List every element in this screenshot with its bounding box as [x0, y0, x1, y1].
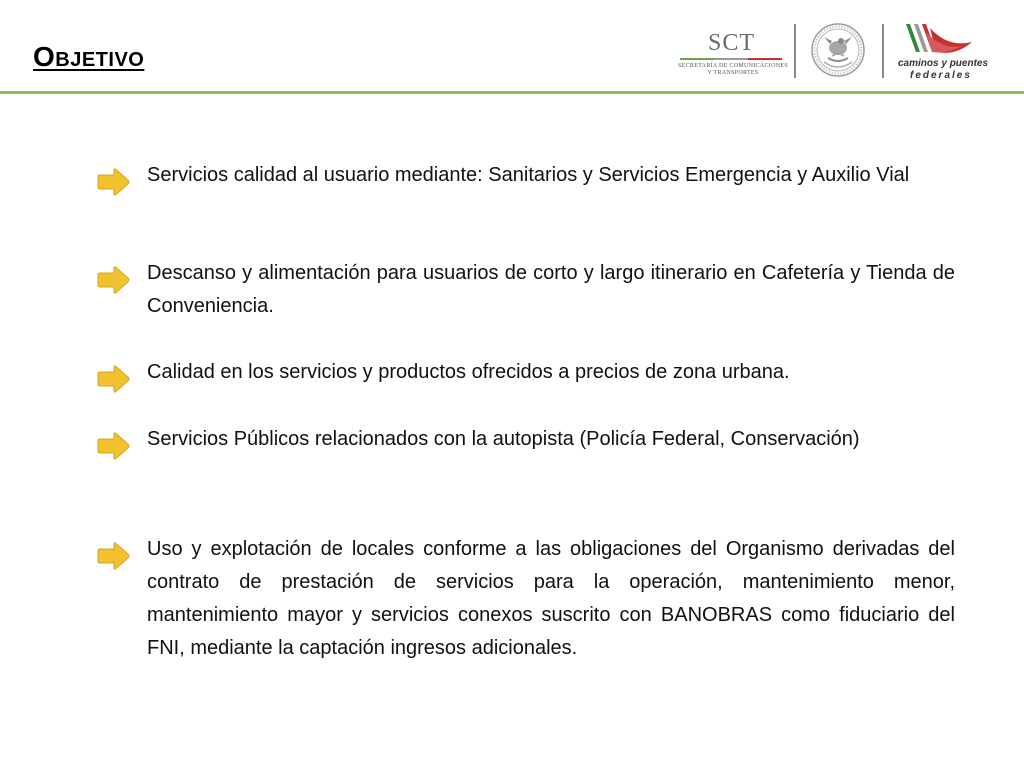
arrow-right-icon — [95, 265, 131, 295]
caminos-puentes-logo — [896, 22, 1012, 84]
caminos-puentes-emblem-icon — [896, 22, 1012, 58]
slide-title: Objetivo — [33, 41, 145, 72]
arrow-right-icon — [95, 431, 131, 461]
sct-logo — [678, 30, 786, 80]
objective-item-text: Descanso y alimentación para usuarios de corto y largo itinerario en Cafetería y Tienda de Conveniencia. — [147, 262, 955, 317]
arrow-right-icon — [95, 541, 131, 571]
objective-item-text: Uso y explotación de locales conforme a las obligaciones del Organismo derivadas del contrato de prestación de servicios para la operación, mantenimiento menor, mantenimiento mayor y servicios conexos suscrito con BANOBRAS como fiduciario del FNI, mediante la captación ingresos adicionales. — [147, 538, 955, 659]
sct-logo-subtitle-line1: SECRETARÍA DE COMUNICACIONES — [678, 63, 788, 69]
sct-logo-word: SCT — [708, 30, 756, 56]
objective-item-text: Servicios Públicos relacionados con la autopista (Policía Federal, Conservación) — [147, 428, 860, 450]
caminos-puentes-logo-line1: caminos y puentes — [898, 58, 989, 69]
logo-divider — [882, 24, 884, 78]
arrow-right-icon — [95, 364, 131, 394]
logo-group — [672, 20, 1012, 84]
sct-stripe-gray — [714, 58, 748, 60]
header-divider-line — [0, 91, 1024, 94]
logo-divider — [794, 24, 796, 78]
sct-stripe-red — [748, 58, 782, 60]
slide-header — [0, 0, 1024, 96]
objective-item-text: Calidad en los servicios y productos ofrecidos a precios de zona urbana. — [147, 361, 790, 383]
sct-stripe-green — [680, 58, 714, 60]
objective-item-text: Servicios calidad al usuario mediante: Sanitarios y Servicios Emergencia y Auxilio Vial — [147, 164, 910, 186]
caminos-puentes-logo-line2: federales — [910, 70, 972, 81]
sct-logo-subtitle-line2: Y TRANSPORTES — [707, 70, 759, 76]
sct-logo-subtitle — [678, 63, 788, 77]
mexico-seal-icon — [810, 22, 866, 78]
arrow-right-icon — [95, 167, 131, 197]
